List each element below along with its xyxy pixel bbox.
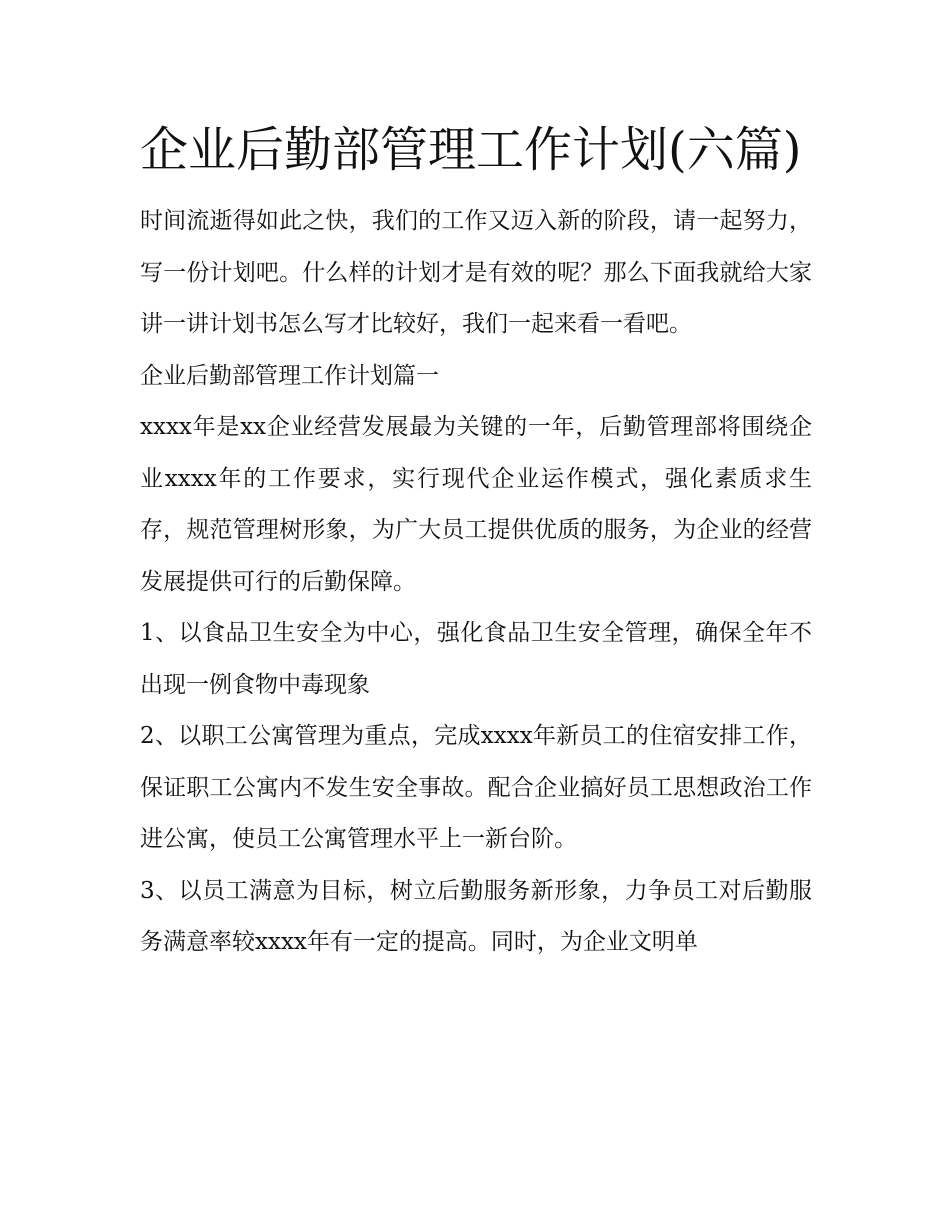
list-item-3: 3、以员工满意为目标，树立后勤服务新形象，力争员工对后勤服务满意率较xxxx年有一定的提高。同时，为企业文明单 (140, 877, 812, 955)
intro-paragraph: 时间流逝得如此之快，我们的工作又迈入新的阶段，请一起努力，写一份计划吧。什么样的计划才是有效的呢？那么下面我就给大家讲一讲计划书怎么写才比较好，我们一起来看一看吧。 (140, 208, 812, 337)
section-intro-paragraph: xxxx年是xx企业经营发展最为关键的一年，后勤管理部将围绕企业xxxx年的工作要求，实行现代企业运作模式，强化素质求生存，规范管理树形象，为广大员工提供优质的服务，为企业的经营发展提供可行的后勤保障。 (140, 414, 812, 595)
list-item-1: 1、以食品卫生安全为中心，强化食品卫生安全管理，确保全年不出现一例食物中毒现象 (140, 620, 812, 698)
document-page (140, 110, 812, 969)
document-title: 企业后勤部管理工作计划(六篇) (140, 122, 802, 178)
list-item-2: 2、以职工公寓管理为重点，完成xxxx年新员工的住宿安排工作，保证职工公寓内不发生安全事故。配合企业搞好员工思想政治工作进公寓，使员工公寓管理水平上一新台阶。 (140, 723, 812, 852)
section-heading: 企业后勤部管理工作计划篇一 (140, 362, 439, 389)
